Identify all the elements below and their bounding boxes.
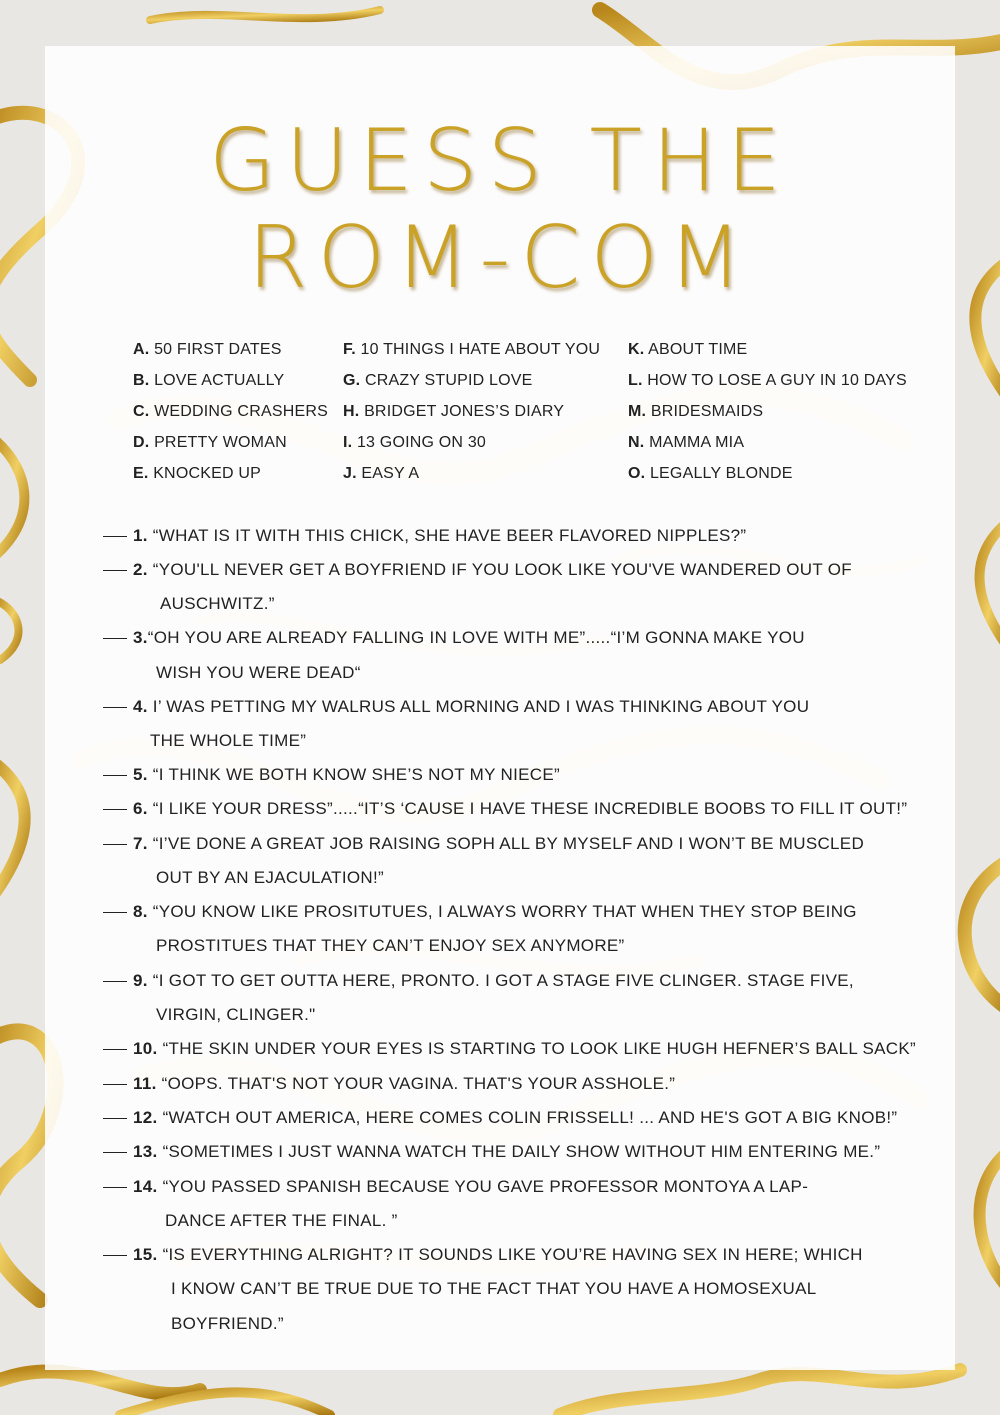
question-number: 1. — [133, 526, 148, 545]
question-text: “YOU PASSED SPANISH BECAUSE YOU GAVE PROFESSOR MONTOYA A LAP- — [157, 1177, 809, 1196]
option-text: HOW TO LOSE A GUY IN 10 DAYS — [647, 372, 907, 389]
answer-blank[interactable] — [103, 1084, 127, 1085]
option-letter: O. — [628, 465, 646, 482]
option-letter: F. — [343, 341, 356, 358]
question-text: “SOMETIMES I JUST WANNA WATCH THE DAILY SHOW WITHOUT HIM ENTERING ME.” — [157, 1142, 881, 1161]
option-letter: G. — [343, 372, 361, 389]
question-number: 13. — [133, 1142, 158, 1161]
question-number: 10. — [133, 1039, 158, 1058]
answer-blank[interactable] — [103, 536, 127, 537]
option-text: KNOCKED UP — [153, 465, 261, 482]
option-text: LOVE ACTUALLY — [154, 372, 285, 389]
option-f — [343, 341, 600, 359]
question-9-continued: VIRGIN, CLINGER." — [156, 1005, 316, 1024]
question-6 — [103, 799, 907, 819]
question-text: “YOU KNOW LIKE PROSITUTUES, I ALWAYS WORRY THAT WHEN THEY STOP BEING — [147, 902, 857, 921]
question-text: “I GOT TO GET OUTTA HERE, PRONTO. I GOT A STAGE FIVE CLINGER. STAGE FIVE, — [147, 971, 854, 990]
question-4-continued: THE WHOLE TIME” — [150, 731, 307, 750]
option-letter: M. — [628, 403, 647, 420]
question-2-continued: AUSCHWITZ.” — [160, 594, 275, 613]
option-m — [628, 403, 763, 421]
question-8-continued: PROSTITUES THAT THEY CAN’T ENJOY SEX ANYMORE” — [156, 936, 625, 955]
option-text: LEGALLY BLONDE — [649, 465, 793, 482]
question-number: 5. — [133, 765, 148, 784]
option-text: MAMMA MIA — [649, 434, 745, 451]
question-15-continued: I KNOW CAN’T BE TRUE DUE TO THE FACT THAT YOU HAVE A HOMOSEXUAL — [171, 1279, 817, 1298]
question-text: “IS EVERYTHING ALRIGHT? IT SOUNDS LIKE YOU’RE HAVING SEX IN HERE; WHICH — [157, 1245, 863, 1264]
question-14 — [103, 1177, 808, 1197]
option-letter: C. — [133, 403, 150, 420]
question-12 — [103, 1108, 897, 1128]
option-text: 13 GOING ON 30 — [356, 434, 487, 451]
question-13 — [103, 1142, 880, 1162]
answer-blank[interactable] — [103, 1118, 127, 1119]
option-letter: N. — [628, 434, 645, 451]
option-d — [133, 434, 287, 452]
question-text: “WATCH OUT AMERICA, HERE COMES COLIN FRISSELL! ... AND HE'S GOT A BIG KNOB!” — [157, 1108, 898, 1127]
option-text: 10 THINGS I HATE ABOUT YOU — [360, 341, 601, 358]
question-1 — [103, 526, 746, 546]
option-letter: H. — [343, 403, 360, 420]
option-o — [628, 465, 793, 483]
answer-blank[interactable] — [103, 981, 127, 982]
option-text: CRAZY STUPID LOVE — [364, 372, 533, 389]
question-15-continued-2: BOYFRIEND.” — [171, 1314, 284, 1333]
option-text: ABOUT TIME — [648, 341, 748, 358]
answer-blank[interactable] — [103, 570, 127, 571]
question-7-continued: OUT BY AN EJACULATION!” — [156, 868, 384, 887]
option-letter: I. — [343, 434, 353, 451]
question-5 — [103, 765, 560, 785]
answer-blank[interactable] — [103, 1049, 127, 1050]
question-15 — [103, 1245, 863, 1265]
question-3 — [103, 628, 805, 648]
answer-blank[interactable] — [103, 844, 127, 845]
title-line-1: GUESS THE — [209, 111, 791, 211]
title-line-2: ROM-COM — [247, 208, 753, 308]
question-text: “WHAT IS IT WITH THIS CHICK, SHE HAVE BEER FLAVORED NIPPLES?” — [147, 526, 747, 545]
option-a — [133, 341, 282, 359]
question-text: “YOU'LL NEVER GET A BOYFRIEND IF YOU LOOK LIKE YOU'VE WANDERED OUT OF — [147, 560, 852, 579]
option-i — [343, 434, 486, 452]
option-l — [628, 372, 907, 390]
answer-blank[interactable] — [103, 1152, 127, 1153]
option-text: PRETTY WOMAN — [154, 434, 287, 451]
question-text: “OOPS. THAT'S NOT YOUR VAGINA. THAT'S YOUR ASSHOLE.” — [156, 1074, 676, 1093]
option-n — [628, 434, 744, 452]
option-b — [133, 372, 284, 390]
answer-blank[interactable] — [103, 707, 127, 708]
option-text: WEDDING CRASHERS — [154, 403, 328, 420]
option-letter: B. — [133, 372, 150, 389]
question-number: 7. — [133, 834, 148, 853]
question-text: “I THINK WE BOTH KNOW SHE’S NOT MY NIECE” — [147, 765, 560, 784]
option-k — [628, 341, 747, 359]
question-7 — [103, 834, 864, 854]
question-text: “THE SKIN UNDER YOUR EYES IS STARTING TO LOOK LIKE HUGH HEFNER’S BALL SACK” — [157, 1039, 916, 1058]
question-14-continued: DANCE AFTER THE FINAL. ” — [165, 1211, 398, 1230]
option-letter: K. — [628, 341, 645, 358]
question-2 — [103, 560, 852, 580]
option-text: BRIDESMAIDS — [650, 403, 764, 420]
question-number: 11. — [133, 1074, 157, 1093]
option-text: BRIDGET JONES’S DIARY — [364, 403, 565, 420]
option-letter: L. — [628, 372, 643, 389]
question-10 — [103, 1039, 916, 1059]
question-number: 15. — [133, 1245, 158, 1264]
option-e — [133, 465, 261, 483]
answer-blank[interactable] — [103, 1187, 127, 1188]
question-text: I’ WAS PETTING MY WALRUS ALL MORNING AND I WAS THINKING ABOUT YOU — [147, 697, 810, 716]
question-8 — [103, 902, 857, 922]
answer-blank[interactable] — [103, 1255, 127, 1256]
option-h — [343, 403, 564, 421]
option-g — [343, 372, 533, 390]
question-number: 9. — [133, 971, 148, 990]
question-text: “OH YOU ARE ALREADY FALLING IN LOVE WITH ME”.....“I’M GONNA MAKE YOU — [147, 628, 805, 647]
question-3-continued: WISH YOU WERE DEAD“ — [156, 663, 361, 682]
question-number: 3. — [133, 628, 148, 647]
option-letter: J. — [343, 465, 357, 482]
question-number: 6. — [133, 799, 148, 818]
question-text: “I LIKE YOUR DRESS”.....“IT’S ‘CAUSE I HAVE THESE INCREDIBLE BOOBS TO FILL IT OUT!” — [147, 799, 908, 818]
option-text: 50 FIRST DATES — [154, 341, 282, 358]
answer-blank[interactable] — [103, 809, 127, 810]
option-j — [343, 465, 419, 483]
question-text: “I’VE DONE A GREAT JOB RAISING SOPH ALL BY MYSELF AND I WON’T BE MUSCLED — [147, 834, 865, 853]
question-number: 8. — [133, 902, 148, 921]
question-number: 4. — [133, 697, 148, 716]
option-text: EASY A — [361, 465, 420, 482]
answer-blank[interactable] — [103, 912, 127, 913]
question-9 — [103, 971, 854, 991]
question-number: 14. — [133, 1177, 158, 1196]
question-4 — [103, 697, 809, 717]
question-number: 12. — [133, 1108, 158, 1127]
answer-blank[interactable] — [103, 775, 127, 776]
option-letter: A. — [133, 341, 150, 358]
question-11 — [103, 1074, 675, 1094]
option-letter: D. — [133, 434, 150, 451]
answer-blank[interactable] — [103, 638, 127, 639]
question-number: 2. — [133, 560, 148, 579]
option-letter: E. — [133, 465, 149, 482]
option-c — [133, 403, 328, 421]
